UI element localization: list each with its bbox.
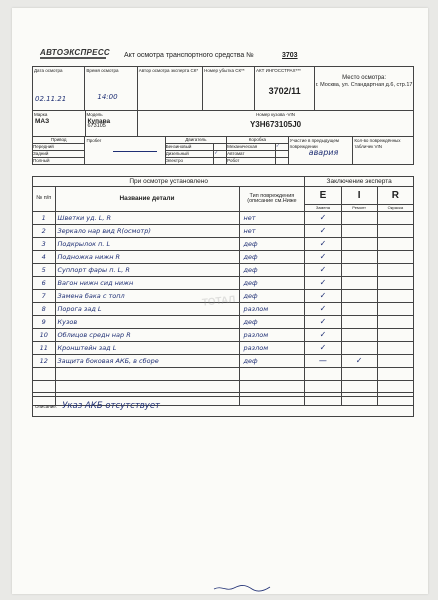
mileage-dash (113, 151, 156, 152)
model-extra: 673105 (87, 123, 106, 129)
row-i (341, 238, 377, 251)
date-value: 02.11.21 (35, 94, 67, 103)
model-value: Купава (87, 117, 111, 125)
gearbox-robot: Робот (227, 158, 276, 165)
row-name: Кузов (55, 316, 239, 329)
row-name: Суппорт фары п. L, R (55, 264, 239, 277)
col-i: I (341, 187, 377, 205)
place-value: г. Москва, ул. Стандартная д.6, стр.17 (315, 82, 413, 88)
col-i-sub: Ремонт (341, 205, 377, 212)
row-e: ✓ (305, 303, 341, 316)
row-type: разлом (239, 329, 305, 342)
logo-underline (40, 57, 106, 59)
inspection-act-page (12, 8, 428, 594)
vin-value: Y3H673105J0 (249, 119, 302, 129)
engine-electric: Электро (165, 158, 214, 165)
prior-value: авария (308, 148, 339, 157)
mileage-label: Пробег (86, 138, 102, 143)
row-num: 11 (33, 342, 56, 355)
row-e: — (305, 355, 341, 368)
vehicle-table (32, 110, 414, 137)
row-r (377, 238, 413, 251)
section-title: При осмотре установлено (33, 177, 305, 187)
engine-header: Двигатель (165, 137, 226, 144)
prior-label: Участие в предыдущем повреждении (289, 138, 339, 149)
row-i (341, 303, 377, 316)
row-e: ✓ (305, 277, 341, 290)
row-i (341, 342, 377, 355)
row-r (377, 303, 413, 316)
act-value: 3702/11 (268, 85, 301, 96)
model-cell (85, 111, 138, 137)
expert-cell (137, 67, 202, 111)
row-i (341, 264, 377, 277)
row-num: 1 (33, 212, 56, 225)
engine-diesel-mark: ✓ (214, 151, 227, 158)
row-type: нет (239, 212, 305, 225)
table-row (33, 277, 414, 290)
row-e: ✓ (305, 342, 341, 355)
row-name: Порога зад L (55, 303, 239, 316)
row-type: деф (239, 316, 305, 329)
empty-cell (341, 368, 377, 381)
row-name: Защита боковая АКБ, в сборе (55, 355, 239, 368)
description-table (32, 396, 414, 417)
time-value: 14:00 (97, 92, 118, 101)
table-row (33, 342, 414, 355)
row-r (377, 264, 413, 277)
row-r (377, 212, 413, 225)
empty-cell (33, 380, 56, 393)
row-e: ✓ (305, 316, 341, 329)
table-row (33, 355, 414, 368)
date-label: Дата осмотра (34, 68, 63, 73)
vin-label: Номер кузова -VIN (256, 112, 296, 117)
row-num: 2 (33, 225, 56, 238)
empty-cell (305, 368, 341, 381)
claim-label: Номер убытка СК** (204, 68, 245, 73)
row-type: деф (239, 264, 305, 277)
row-type: деф (239, 355, 305, 368)
row-e: ✓ (305, 251, 341, 264)
row-r (377, 225, 413, 238)
empty-cell (33, 368, 56, 381)
row-i (341, 316, 377, 329)
gearbox-header: Коробка (227, 137, 289, 144)
empty-cell (55, 368, 239, 381)
document-title: Акт осмотра транспортного средства № (124, 52, 254, 59)
empty-cell (239, 368, 305, 381)
empty-row (33, 368, 414, 381)
description-cell (33, 397, 414, 417)
row-e: ✓ (305, 238, 341, 251)
model-label: Модель (86, 112, 103, 117)
row-type: деф (239, 277, 305, 290)
row-num: 10 (33, 329, 56, 342)
time-label: Время осмотра (86, 68, 119, 73)
engine-petrol: Бензиновый (165, 144, 214, 151)
row-name: Вагон нижн сид нижн (55, 277, 239, 290)
drive-rear: Задний (33, 151, 85, 158)
row-type: разлом (239, 303, 305, 316)
col-r: R (377, 187, 413, 205)
col-e-sub: Замена (305, 205, 341, 212)
expert-title: Заключение эксперта (305, 177, 414, 187)
empty-cell (377, 368, 413, 381)
place-label: Место осмотра: (342, 75, 387, 81)
row-name: Подножка нижн R (55, 251, 239, 264)
row-num: 3 (33, 238, 56, 251)
row-r (377, 316, 413, 329)
row-r (377, 290, 413, 303)
table-row (33, 212, 414, 225)
empty-row (33, 380, 414, 393)
row-type: деф (239, 290, 305, 303)
date-cell (33, 67, 85, 111)
row-num: 12 (33, 355, 56, 368)
damage-table (32, 176, 414, 406)
row-e: ✓ (305, 264, 341, 277)
row-i (341, 329, 377, 342)
drive-header: Привод (33, 137, 85, 144)
empty-cell (305, 380, 341, 393)
row-name: Замена бака с топл (55, 290, 239, 303)
row-r (377, 355, 413, 368)
row-i (341, 225, 377, 238)
engine-diesel: Дизельный (165, 151, 214, 158)
row-e: ✓ (305, 290, 341, 303)
row-type: деф (239, 238, 305, 251)
row-type: нет (239, 225, 305, 238)
table-row (33, 251, 414, 264)
row-i (341, 251, 377, 264)
row-r (377, 329, 413, 342)
row-num: 8 (33, 303, 56, 316)
row-name: Облицов средн нар R (55, 329, 239, 342)
col-e: E (305, 187, 341, 205)
row-r (377, 277, 413, 290)
gearbox-manual-mark: ✓ (275, 144, 288, 151)
row-type: деф (239, 251, 305, 264)
row-num: 4 (33, 251, 56, 264)
make-label: Марка (34, 112, 48, 117)
row-e: ✓ (305, 212, 341, 225)
row-name: Шветки уд. L, R (55, 212, 239, 225)
row-num: 7 (33, 290, 56, 303)
table-row (33, 264, 414, 277)
row-name: Кронштейн зад L (55, 342, 239, 355)
table-row (33, 225, 414, 238)
row-r (377, 251, 413, 264)
make-value: МАЗ (35, 117, 50, 125)
empty-cell (377, 380, 413, 393)
document-number: 3703 (282, 52, 298, 59)
table-row (33, 329, 414, 342)
vin-cell (138, 111, 414, 137)
description-value: Указ АКБ отсутствует (62, 400, 161, 411)
table-row (33, 316, 414, 329)
company-logo: АВТОЭКСПРЕСС (40, 48, 110, 57)
claim-cell (203, 67, 255, 111)
info-table (32, 66, 414, 111)
act-cell (254, 67, 314, 111)
row-num: 6 (33, 277, 56, 290)
gearbox-auto: Автомат (227, 151, 276, 158)
row-name: Подкрылок п. L (55, 238, 239, 251)
row-e: ✓ (305, 329, 341, 342)
empty-cell (341, 380, 377, 393)
row-i (341, 277, 377, 290)
row-e: ✓ (305, 225, 341, 238)
description-label: Описание: (35, 403, 57, 409)
vin-match-label: Кол-во повреждённых табличек VIN (354, 138, 401, 149)
row-type: разлом (239, 342, 305, 355)
watermark: ТОТАЛ (201, 294, 236, 309)
row-i: ✓ (341, 355, 377, 368)
gearbox-manual: Механическая (227, 144, 276, 151)
make-cell (33, 111, 86, 137)
act-label: АКТ ИНГОССТРАХ*** (255, 68, 301, 73)
empty-cell (239, 380, 305, 393)
col-r-sub: Окраска (377, 205, 413, 212)
row-i (341, 290, 377, 303)
col-num: № п/п (33, 187, 56, 212)
time-cell (85, 67, 137, 111)
prior-cell (288, 137, 353, 165)
specs-table (32, 136, 414, 165)
col-type: Тип повреждения (описание см.Ниже (239, 187, 305, 212)
row-num: 5 (33, 264, 56, 277)
drive-front: Передний (33, 144, 85, 151)
table-row (33, 238, 414, 251)
row-r (377, 342, 413, 355)
col-name: Название детали (55, 187, 239, 212)
row-i (341, 212, 377, 225)
mileage-cell (85, 137, 165, 165)
row-name: Зеркало нар вид R(осмотр) (55, 225, 239, 238)
signature-icon (212, 583, 272, 593)
row-num: 9 (33, 316, 56, 329)
drive-full: Полный (33, 158, 85, 165)
expert-label: Автор осмотра эксперта СК* (138, 68, 199, 73)
vin-match-cell (353, 137, 414, 165)
empty-cell (55, 380, 239, 393)
place-cell (315, 67, 414, 111)
